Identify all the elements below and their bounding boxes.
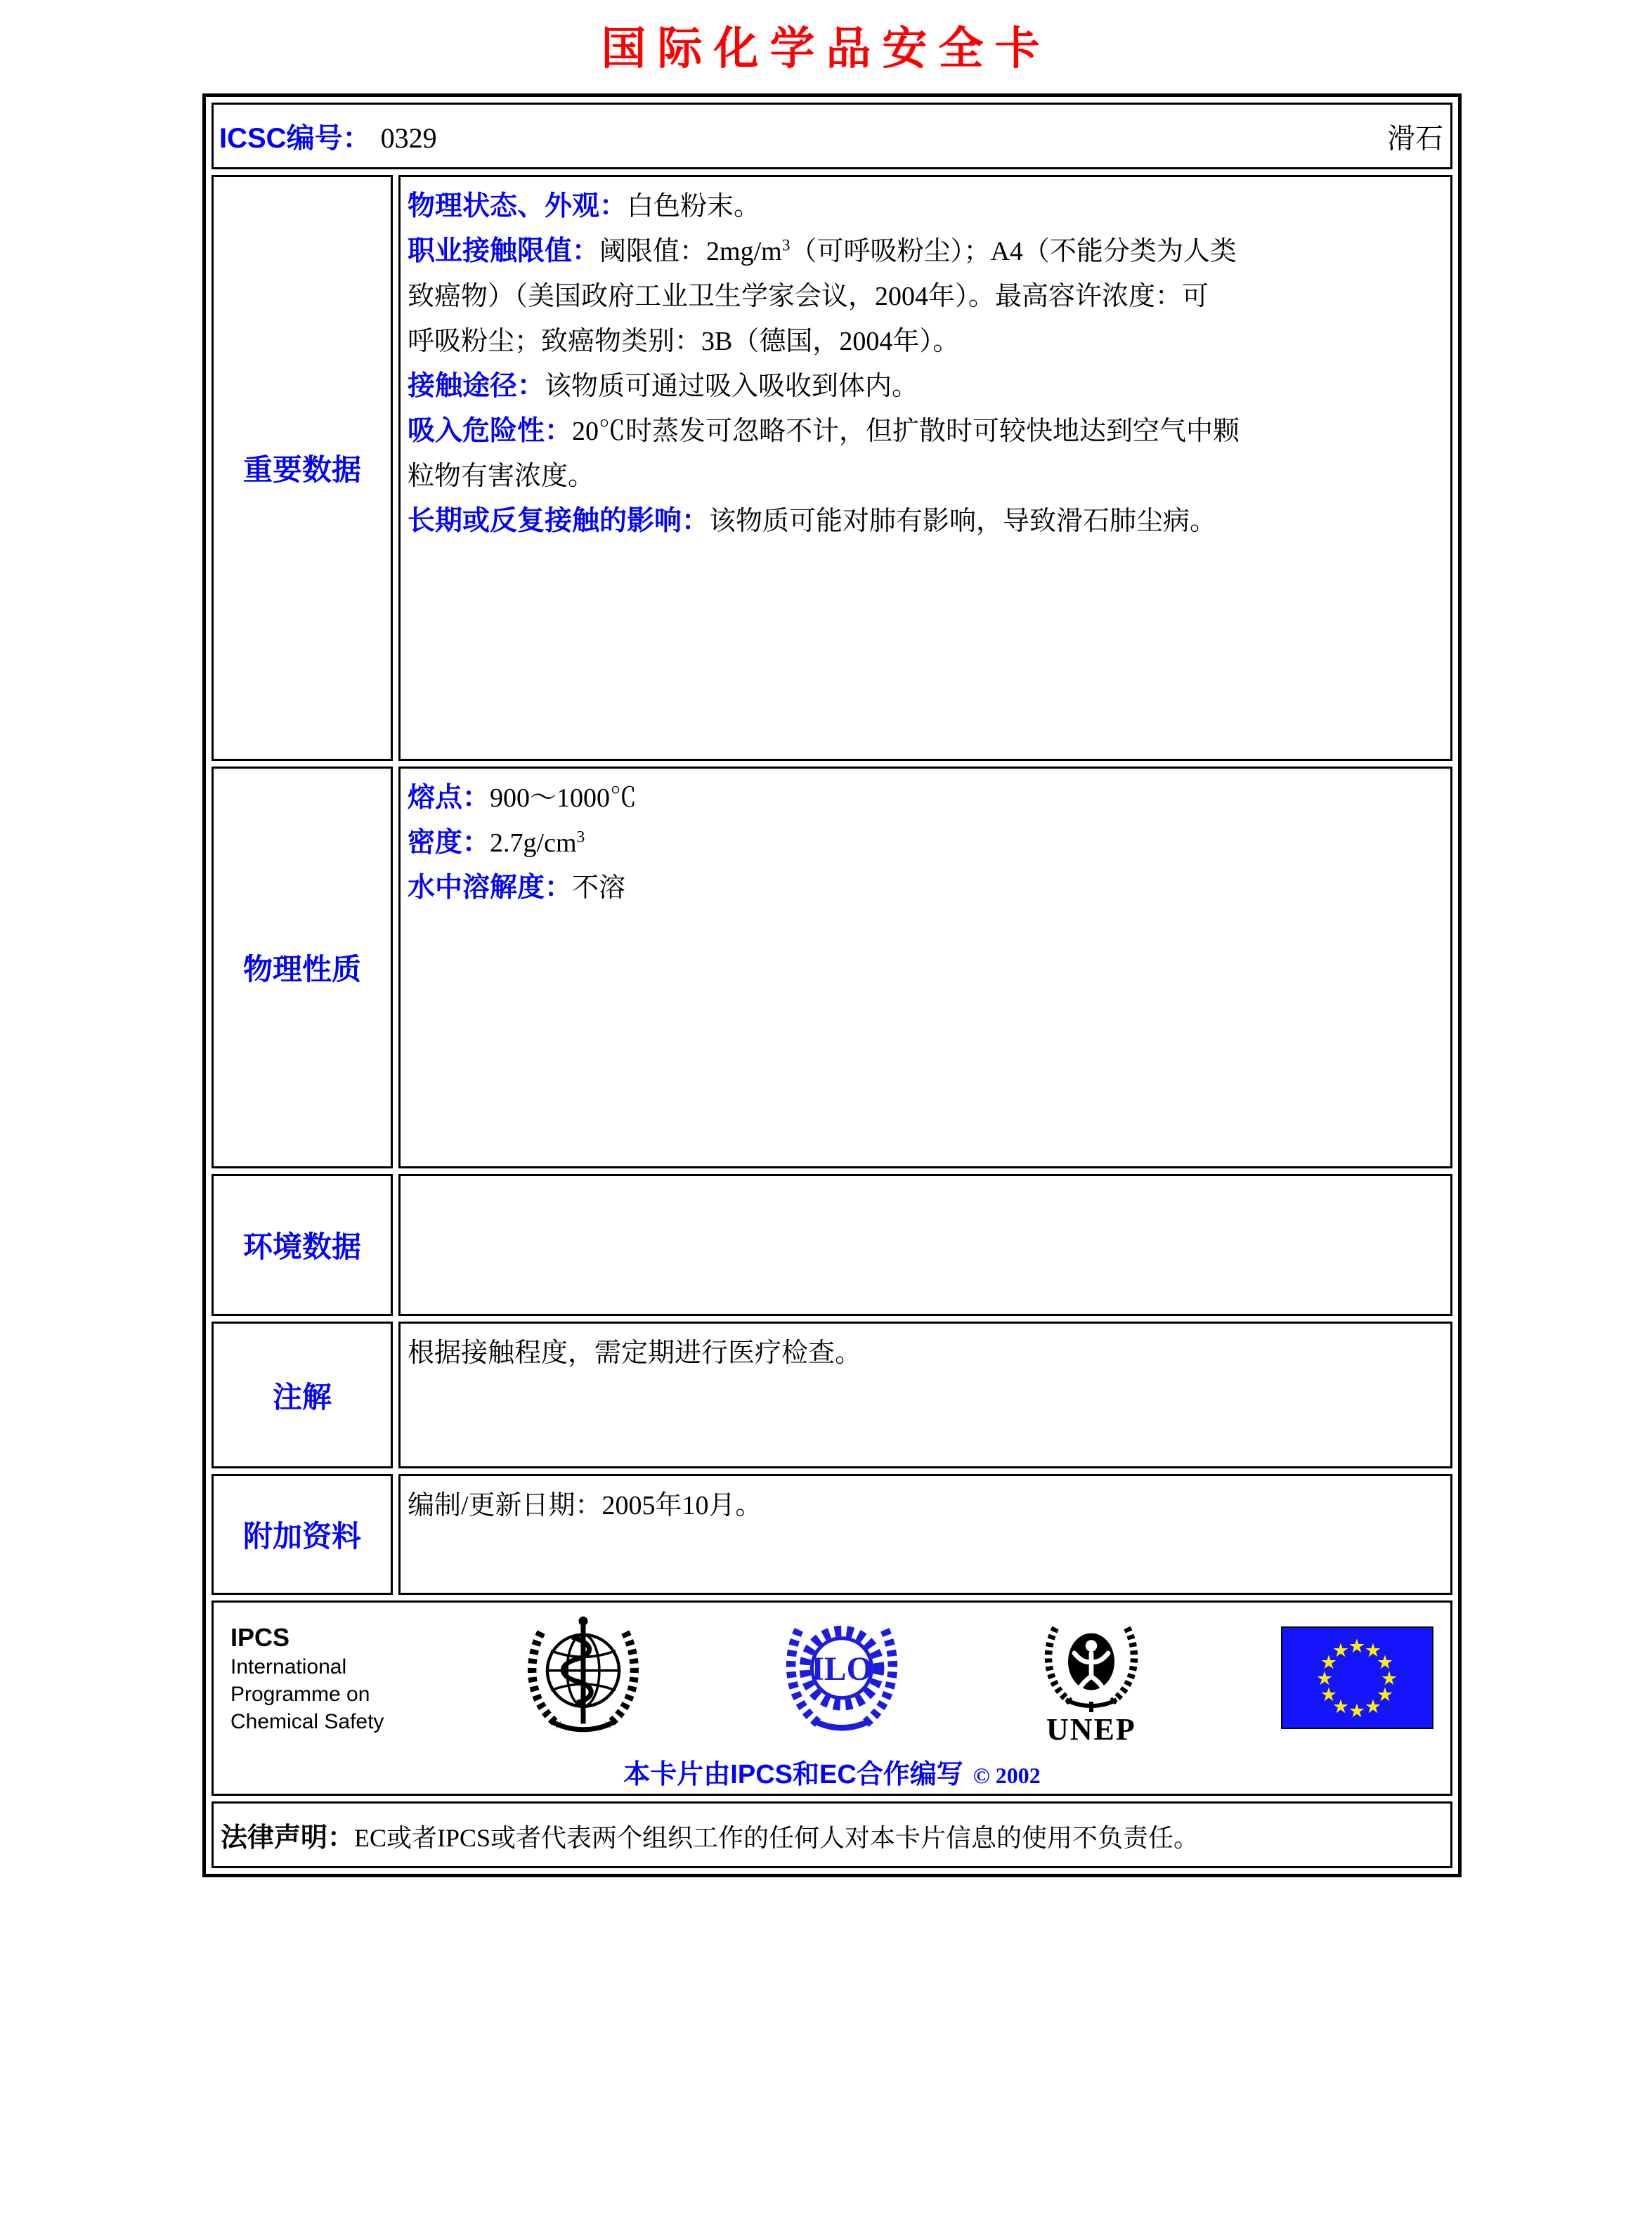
legal-text: EC或者IPCS或者代表两个组织工作的任何人对本卡片信息的使用不负责任。 bbox=[354, 1824, 1199, 1852]
section-label-text: 环境数据 bbox=[242, 1230, 361, 1263]
unep-logo-icon bbox=[1039, 1617, 1144, 1715]
who-logo-icon bbox=[521, 1612, 645, 1736]
section-physical-properties bbox=[212, 767, 1452, 1168]
section-content-additional-info bbox=[398, 1474, 1452, 1595]
caption-copyright: © 2002 bbox=[973, 1763, 1041, 1788]
svg-text:★: ★ bbox=[1380, 1668, 1398, 1690]
logos-strip bbox=[228, 1612, 1436, 1745]
eu-flag-icon bbox=[1281, 1626, 1433, 1729]
section-label-environmental-data bbox=[212, 1174, 393, 1316]
text-line: 密度：$2.7g/cm^3$ bbox=[408, 828, 585, 858]
legal-row bbox=[212, 1801, 1452, 1868]
svg-text:★: ★ bbox=[1320, 1652, 1338, 1674]
footer-caption bbox=[228, 1752, 1436, 1791]
page-title: 国际化学品安全卡 bbox=[601, 23, 1051, 74]
ipcs-text-block bbox=[230, 1622, 384, 1735]
text-line: 根据接触程度，需定期进行医疗检查。 bbox=[408, 1338, 862, 1368]
unep-label: UNEP bbox=[1046, 1712, 1136, 1747]
section-content-notes bbox=[398, 1322, 1452, 1468]
section-label-text: 注解 bbox=[272, 1380, 332, 1414]
svg-text:★: ★ bbox=[1348, 1636, 1366, 1657]
section-important-data bbox=[212, 175, 1452, 761]
ilo-letters: ILO bbox=[811, 1651, 873, 1688]
icsc-number-label: ICSC编号： bbox=[219, 123, 371, 154]
svg-text:★: ★ bbox=[1332, 1696, 1350, 1718]
section-notes bbox=[212, 1322, 1452, 1468]
icsc-number-value: 0329 bbox=[380, 122, 437, 154]
footer-logos-cell bbox=[212, 1600, 1452, 1796]
ipcs-line-3: Chemical Safety bbox=[230, 1710, 384, 1733]
text-line: 熔点：900～1000℃ bbox=[408, 783, 637, 813]
footer-logos-row bbox=[212, 1600, 1452, 1796]
text-line: 物理状态、外观：白色粉末。 bbox=[408, 191, 761, 221]
svg-text:★: ★ bbox=[1376, 1652, 1394, 1674]
ipcs-line-1: International bbox=[230, 1655, 347, 1678]
text-line: 接触途径：该物质可通过吸入吸收到体内。 bbox=[408, 371, 919, 401]
section-environmental-data bbox=[212, 1174, 1452, 1316]
text-line: 粒物有害浓度。 bbox=[408, 462, 595, 491]
svg-text:★: ★ bbox=[1364, 1640, 1382, 1662]
text-line: 吸入危险性：20℃时蒸发可忽略不计，但扩散时可较快地达到空气中颗 bbox=[408, 416, 1240, 446]
ipcs-acronym: IPCS bbox=[230, 1623, 290, 1652]
legal-cell bbox=[212, 1801, 1452, 1868]
text-line: 长期或反复接触的影响：该物质可能对肺有影响，导致滑石肺尘病。 bbox=[408, 506, 1217, 536]
header-row bbox=[212, 103, 1452, 169]
caption-text: 本卡片由IPCS和EC合作编写 bbox=[623, 1760, 963, 1789]
icsc-card-table bbox=[202, 93, 1462, 1877]
header-cell bbox=[212, 103, 1452, 169]
eu-flag-wrap bbox=[1281, 1626, 1433, 1733]
text-line: 职业接触限值：阈限值：$2mg/m^3$（可呼吸粉尘）；A4（不能分类为人类 bbox=[408, 236, 1237, 266]
svg-text:★: ★ bbox=[1320, 1684, 1338, 1706]
section-label-text: 附加资料 bbox=[242, 1520, 361, 1553]
section-content-environmental-data bbox=[398, 1174, 1452, 1316]
section-content-important-data bbox=[398, 175, 1452, 761]
text-line: 呼吸粉尘；致癌物类别：3B（德国，2004年）。 bbox=[408, 327, 960, 356]
svg-text:★: ★ bbox=[1315, 1668, 1334, 1690]
section-label-important-data bbox=[212, 175, 393, 761]
svg-text:★: ★ bbox=[1348, 1700, 1366, 1722]
section-label-text: 物理性质 bbox=[242, 953, 361, 986]
section-label-notes bbox=[212, 1322, 393, 1468]
unep-block bbox=[1039, 1617, 1144, 1745]
svg-text:★: ★ bbox=[1364, 1696, 1382, 1718]
text-line: 编制/更新日期：2005年10月。 bbox=[408, 1491, 762, 1520]
text-line: 致癌物）（美国政府工业卫生学家会议，2004年）。最高容许浓度：可 bbox=[408, 282, 1209, 311]
svg-text:★: ★ bbox=[1332, 1640, 1350, 1662]
section-label-text: 重要数据 bbox=[242, 453, 361, 486]
substance-name: 滑石 bbox=[1387, 122, 1443, 154]
text-line: 水中溶解度：不溶 bbox=[408, 873, 626, 903]
section-label-physical-properties bbox=[212, 767, 393, 1168]
section-additional-info bbox=[212, 1474, 1452, 1595]
svg-text:★: ★ bbox=[1376, 1684, 1394, 1706]
ilo-logo-icon bbox=[782, 1612, 902, 1733]
legal-label: 法律声明： bbox=[221, 1823, 355, 1853]
section-content-physical-properties bbox=[398, 767, 1452, 1168]
ipcs-line-2: Programme on bbox=[230, 1683, 370, 1706]
section-label-additional-info bbox=[212, 1474, 393, 1595]
